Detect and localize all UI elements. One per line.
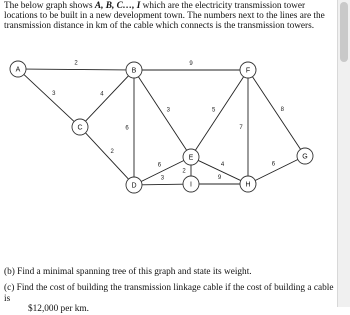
weight-label-E-H: 4 xyxy=(220,162,225,169)
weight-label-E-F: 5 xyxy=(211,107,216,114)
transmission-graph xyxy=(0,50,337,200)
intro-vars: A, B, C…, I xyxy=(94,1,141,11)
weight-label-D-E: 6 xyxy=(157,162,162,169)
edge-F-G xyxy=(252,77,300,150)
weight-label-D-I: 3 xyxy=(160,175,165,182)
weight-label-C-B: 4 xyxy=(100,91,104,98)
weight-label-F-H: 7 xyxy=(239,125,243,131)
node-F xyxy=(240,62,256,78)
edge-B-E xyxy=(138,77,186,151)
weight-label-A-C: 3 xyxy=(52,90,56,97)
edge-C-D xyxy=(85,133,128,179)
weight-label-C-D: 2 xyxy=(110,149,114,156)
weight-label-G-H: 6 xyxy=(271,161,276,168)
node-label-F: F xyxy=(245,67,251,75)
part-c-line2: $12,000 per km. xyxy=(28,304,89,314)
node-label-H: H xyxy=(245,181,251,189)
node-label-G: G xyxy=(302,153,308,161)
edge-D-I xyxy=(142,184,183,185)
node-label-D: D xyxy=(131,182,137,190)
weight-label-F-G: 8 xyxy=(280,107,285,114)
part-b-question: (b) Find a minimal spanning tree of this graph and state its weight. xyxy=(4,267,252,277)
weight-label-A-B: 2 xyxy=(74,60,78,67)
intro-prefix: The below graph shows xyxy=(4,1,95,11)
node-C xyxy=(72,119,88,135)
vertical-scrollbar[interactable] xyxy=(337,0,350,307)
node-label-B: B xyxy=(131,67,137,75)
part-c-question xyxy=(4,283,334,315)
edge-A-C xyxy=(24,74,74,121)
node-label-A: A xyxy=(15,66,21,74)
edge-G-H xyxy=(255,160,298,181)
weight-label-B-F: 9 xyxy=(189,61,193,67)
node-H xyxy=(240,176,256,192)
node-A xyxy=(10,61,26,77)
edge-E-F xyxy=(195,77,243,151)
weight-label-B-D: 6 xyxy=(125,125,129,132)
node-I xyxy=(183,176,199,192)
edge-layer xyxy=(24,69,301,185)
weight-layer xyxy=(52,61,285,182)
node-label-C: C xyxy=(77,124,83,132)
part-c-line1: (c) Find the cost of building the transmission linkage cable if the cost of building a cable is xyxy=(4,283,334,304)
node-label-E: E xyxy=(188,154,194,162)
intro-suffix: which are the electricity transmission tower locations to be built in a new development town. The numbers next to the lines are the transmission distance in km of the cable which connects is the transmission towers. xyxy=(4,1,325,32)
scrollbar-thumb[interactable] xyxy=(340,2,348,62)
edge-C-B xyxy=(86,76,129,121)
problem-intro xyxy=(4,1,334,32)
node-D xyxy=(126,177,142,193)
node-E xyxy=(183,149,199,165)
node-label-I: I xyxy=(190,181,192,189)
node-G xyxy=(297,148,313,164)
edge-A-B xyxy=(26,69,126,70)
weight-label-I-H: 9 xyxy=(217,175,222,181)
node-layer xyxy=(10,61,313,193)
node-B xyxy=(126,62,142,78)
weight-label-E-I: 2 xyxy=(182,168,186,175)
weight-label-B-E: 3 xyxy=(166,107,171,114)
